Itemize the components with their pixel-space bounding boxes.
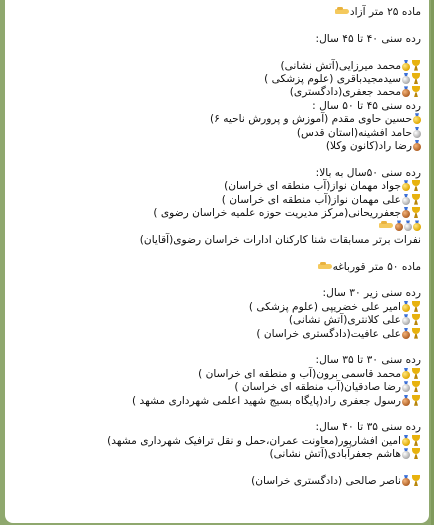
message-bubble	[5, 0, 429, 523]
message-line	[13, 140, 421, 153]
message-line	[13, 194, 421, 207]
blank-line	[13, 462, 421, 475]
message-line	[13, 100, 421, 113]
blank-line	[13, 19, 421, 32]
pointing-hand-icon	[318, 262, 332, 270]
message-line	[13, 86, 421, 99]
trophy-icon	[411, 475, 421, 486]
line-text: محمد میرزایی(آتش نشانی)	[280, 59, 401, 72]
line-text: محمد جعفری(دادگستری)	[289, 86, 401, 99]
message-line	[13, 287, 421, 300]
pointing-hand-icon	[379, 221, 393, 229]
trophy-icon	[411, 180, 421, 191]
trophy-icon	[411, 368, 421, 379]
message-line	[13, 301, 421, 314]
line-text: رده سنی ۳۰ تا ۳۵ سال:	[315, 354, 421, 367]
trophy-icon	[411, 301, 421, 312]
trophy-icon	[411, 86, 421, 97]
trophy-icon	[411, 395, 421, 406]
trophy-icon	[411, 448, 421, 459]
message-line	[13, 127, 421, 140]
message-line	[13, 314, 421, 327]
bronze-medal-icon	[395, 220, 403, 231]
gold-medal-icon	[413, 113, 421, 124]
line-text: نفرات برتر مسابقات شنا کارکنان ادارات خراسان رضوی(آقایان)	[139, 233, 421, 246]
trophy-icon	[411, 194, 421, 205]
gold-medal-icon	[402, 368, 410, 379]
line-text: هاشم جعفرآبادی(آتش نشانی)	[269, 448, 401, 461]
line-text: امیر علی خضریپی (علوم پزشکی )	[248, 300, 401, 313]
trophy-icon	[411, 73, 421, 84]
silver-medal-icon	[402, 448, 410, 459]
gold-medal-icon	[402, 435, 410, 446]
line-text: رده سنی ۴۵ تا ۵۰ سال :	[312, 99, 421, 112]
bronze-medal-icon	[402, 86, 410, 97]
line-text: حسین حاوی مقدم (آموزش و پرورش ناحیه ۶)	[210, 113, 412, 126]
pointing-hand-icon	[335, 7, 349, 15]
blank-line	[13, 247, 421, 260]
blank-line	[13, 341, 421, 354]
bronze-medal-icon	[402, 328, 410, 339]
silver-medal-icon	[402, 381, 410, 392]
silver-medal-icon	[402, 314, 410, 325]
line-text: رده سنی ۵۰سال به بالا:	[315, 166, 421, 179]
line-text: رده سنی زیر ۳۰ سال:	[322, 287, 421, 300]
message-line	[13, 73, 421, 86]
line-text: رضا صادقیان(آب منطقه ای خراسان )	[234, 381, 401, 394]
message-line	[13, 33, 421, 46]
message-line	[13, 261, 421, 274]
line-text: حامد افشینه(استان قدس)	[296, 126, 412, 139]
gold-medal-icon	[402, 180, 410, 191]
message-line	[13, 113, 421, 126]
line-text: علی مهمان نواز(آب منطقه ای خراسان )	[221, 193, 401, 206]
bronze-medal-icon	[402, 395, 410, 406]
message-line	[13, 220, 421, 233]
line-text: جواد مهمان نواز(آب منطقه ای خراسان)	[224, 180, 401, 193]
line-text: علی عافیت(دادگستری خراسان )	[256, 327, 401, 340]
line-text: سیدمجیدباقری (علوم پزشکی )	[264, 73, 401, 85]
silver-medal-icon	[413, 127, 421, 138]
line-text: امین افشارپور(معاونت عمران،حمل و نقل ترافیک شهرداری مشهد)	[107, 434, 401, 447]
message-line	[13, 395, 421, 408]
trophy-icon	[411, 60, 421, 71]
line-text: علی کلانتری(آتش نشانی)	[288, 314, 401, 327]
line-text: رسول جعفری راد(پایگاه بسیج شهید اعلمی شهرداری مشهد )	[132, 394, 401, 407]
message-line	[13, 167, 421, 180]
message-line	[13, 421, 421, 434]
trophy-icon	[411, 207, 421, 218]
message-line	[13, 207, 421, 220]
message-line	[13, 368, 421, 381]
line-text: رده سنی ۴۰ تا ۴۵ سال:	[315, 32, 421, 45]
line-text: رده سنی ۳۵ تا ۴۰ سال:	[315, 421, 421, 434]
message-line	[13, 435, 421, 448]
blank-line	[13, 274, 421, 287]
message-line	[13, 180, 421, 193]
message-line	[13, 381, 421, 394]
line-text: ناصر صالحی (دادگستری خراسان)	[251, 475, 401, 488]
message-line	[13, 6, 421, 19]
bronze-medal-icon	[402, 475, 410, 486]
message-line	[13, 234, 421, 247]
silver-medal-icon	[404, 220, 412, 231]
message-line	[13, 60, 421, 73]
silver-medal-icon	[402, 194, 410, 205]
bronze-medal-icon	[413, 140, 421, 151]
gold-medal-icon	[402, 60, 410, 71]
trophy-icon	[411, 381, 421, 392]
blank-line	[13, 153, 421, 166]
blank-line	[13, 408, 421, 421]
bronze-medal-icon	[402, 207, 410, 218]
line-text: رضا راد(کانون وکلا)	[325, 140, 412, 153]
line-text: ماده ۲۵ متر آزاد	[349, 6, 421, 18]
trophy-icon	[411, 435, 421, 446]
line-text: محمد قاسمی برون(آب و منطقه ای خراسان )	[198, 367, 401, 380]
line-text: ماده ۵۰ متر قورباغه	[332, 260, 421, 273]
trophy-icon	[411, 314, 421, 325]
silver-medal-icon	[402, 73, 410, 84]
gold-medal-icon	[402, 301, 410, 312]
line-text: جعفرریحانی(مرکز مدیریت حوزه علمیه خراسان رضوی )	[153, 207, 401, 220]
gold-medal-icon	[413, 220, 421, 231]
blank-line	[13, 46, 421, 59]
message-line	[13, 328, 421, 341]
message-line	[13, 354, 421, 367]
message-line	[13, 475, 421, 488]
trophy-icon	[411, 328, 421, 339]
message-line	[13, 448, 421, 461]
